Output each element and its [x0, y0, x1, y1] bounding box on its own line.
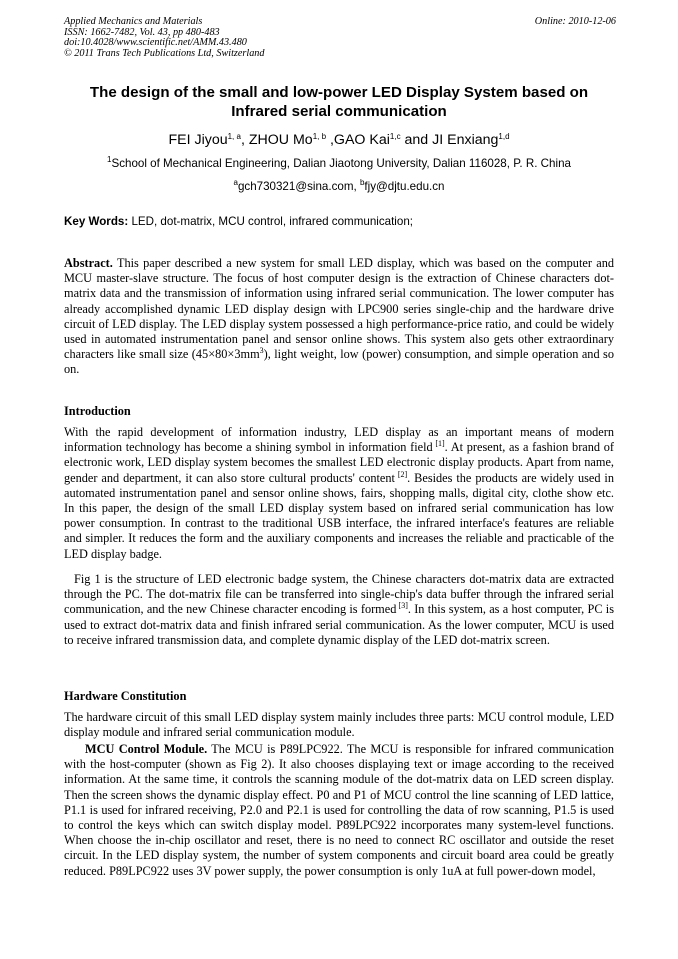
online-date: Online: 2010-12-06	[534, 16, 616, 27]
author-list	[64, 131, 614, 149]
affiliation	[64, 157, 614, 171]
email-sup-b: b	[359, 178, 365, 187]
abstract-sup: 3	[259, 346, 264, 356]
author-sup: 1,d	[498, 132, 510, 141]
abstract-text-2: ), light weight, low (power) consumption, and simple operation and so on.	[64, 347, 614, 377]
journal-name: Applied Mechanics and Materials	[64, 16, 203, 27]
hardware-paragraph-1: The hardware circuit of this small LED display system mainly includes three parts: MCU control module, LED display module and infrared serial communication module.	[64, 710, 614, 740]
abstract-paragraph	[64, 256, 614, 378]
title-line-2: Infrared serial communication	[231, 103, 447, 120]
intro-p1-text-c: . Besides the products are widely used in automated instrumentation panel and sensor online shows, fairs, shopping malls, digital city, clothe show etc. In this paper, the design of the small LED display system based on infrared serial communication has low power consumption. In contrast to the traditional USB interface, the infrared interface's features are reliable and simpler. It reduces the form and the auxiliary components and increases the reliable and practicable of the LED display badge.	[64, 470, 614, 561]
author-sup: 1,c	[389, 132, 401, 141]
doi-line: doi:10.4028/www.scientific.net/AMM.43.480	[64, 37, 247, 49]
keywords-label: Key Words:	[64, 215, 129, 228]
title-line-1: The design of the small and low-power LED Display System based on	[89, 84, 589, 101]
author-sup: 1, b	[312, 132, 327, 141]
citation-ref: [2]	[394, 469, 408, 479]
email-sup-a: a	[233, 178, 238, 187]
affiliation-sup: 1	[107, 155, 112, 164]
keywords-text: LED, dot-matrix, MCU control, infrared communication;	[128, 215, 414, 228]
email-b: fjy@djtu.edu.cn	[364, 180, 445, 193]
author-name: JI Enxiang	[432, 132, 499, 148]
author-name: GAO Kai	[333, 132, 390, 148]
email-line	[64, 180, 614, 194]
author-name: ZHOU Mo	[248, 132, 313, 148]
email-a: gch730321@sina.com,	[237, 180, 360, 193]
intro-p2-text-b: . In this system, as a host computer, PC is used to extract dot-matrix data and finish infrared serial communication. As the lower computer, MCU is used to receive infrared transmission data, and complete dynamic display of the LED dot-matrix screen.	[64, 602, 614, 647]
affiliation-text: School of Mechanical Engineering, Dalian Jiaotong University, Dalian 116028, P. R. China	[111, 157, 571, 170]
author-name: FEI Jiyou	[168, 132, 228, 148]
keywords	[64, 215, 616, 229]
abstract-text-1: This paper described a new system for small LED display, which was based on the computer and MCU master-slave structure. The focus of host computer design is the extraction of Chinese characters dot-matrix data and the transmission of information using infrared serial communication. The lower computer has already accomplished dynamic LED display design with LPC900 series single-chip and the hardware drive circuit of LED display. The LED display system possessed a high performance-price ratio, and could be widely used in automated instrumentation panel and sensor online shows. This system also gets other extraordinary characters like small size (45×80×3mm	[64, 256, 614, 362]
introduction-heading: Introduction	[64, 404, 131, 418]
author-separator: ,	[326, 132, 334, 148]
mcu-module-text: The MCU is P89LPC922. The MCU is responsible for infrared communication with the host-computer (shown as Fig 2). It also chooses displaying text or image according to the received information. At the same time, it controls the scanning module of the dot-matrix data on LED screen display. Then the screen shows the dynamic display effect. P0 and P1 of MCU control the line scanning of LED lattice, P1.1 is used for infrared receiving, P2.0 and P2.1 is used for controlling the data of row scanning, P1.5 is used to control the keys which can switch display model. P89LPC922 incorporates many system-level functions. When choose the in-chip oscillator and reset, there is no need to connect RC oscillator and outside the reset circuit. In the LED display system, the number of system components and circuit board area could be greatly reduced. P89LPC922 uses 3V power supply, the power consumption is only 1uA at full power-down model,	[64, 742, 614, 878]
intro-p2-text-a: Fig 1 is the structure of LED electronic badge system, the Chinese characters dot-matrix data are extracted through the PC. The dot-matrix file can be transferred into single-chip's data buffer through the infrared serial communication, and the new Chinese character encoding is formed	[64, 572, 614, 617]
intro-p1-text-a: With the rapid development of information industry, LED display as an important means of modern information technology has become a shining symbol in information field	[64, 425, 614, 455]
hardware-paragraph-2	[64, 742, 614, 879]
mcu-module-label: MCU Control Module.	[85, 742, 208, 756]
journal-header	[64, 17, 616, 59]
introduction-paragraph-1	[64, 425, 614, 562]
intro-p1-text-b: . At present, as a fashion brand of electronic work, LED display system becomes the smallest LED electronic display products. Apart from name, gender and department, it can also store cultural products' content	[64, 440, 614, 485]
paper-title	[64, 83, 614, 121]
citation-ref: [3]	[396, 601, 408, 611]
introduction-paragraph-2	[64, 572, 614, 648]
citation-ref: [1]	[432, 439, 445, 449]
issn-line: ISSN: 1662-7482, Vol. 43, pp 480-483	[64, 26, 220, 38]
author-separator: ,	[240, 132, 249, 148]
copyright-line: © 2011 Trans Tech Publications Ltd, Switzerland	[64, 47, 265, 59]
author-separator: and	[400, 132, 433, 148]
author-sup: 1, a	[227, 132, 241, 141]
abstract-label: Abstract.	[64, 256, 113, 270]
hardware-heading: Hardware Constitution	[64, 689, 187, 703]
